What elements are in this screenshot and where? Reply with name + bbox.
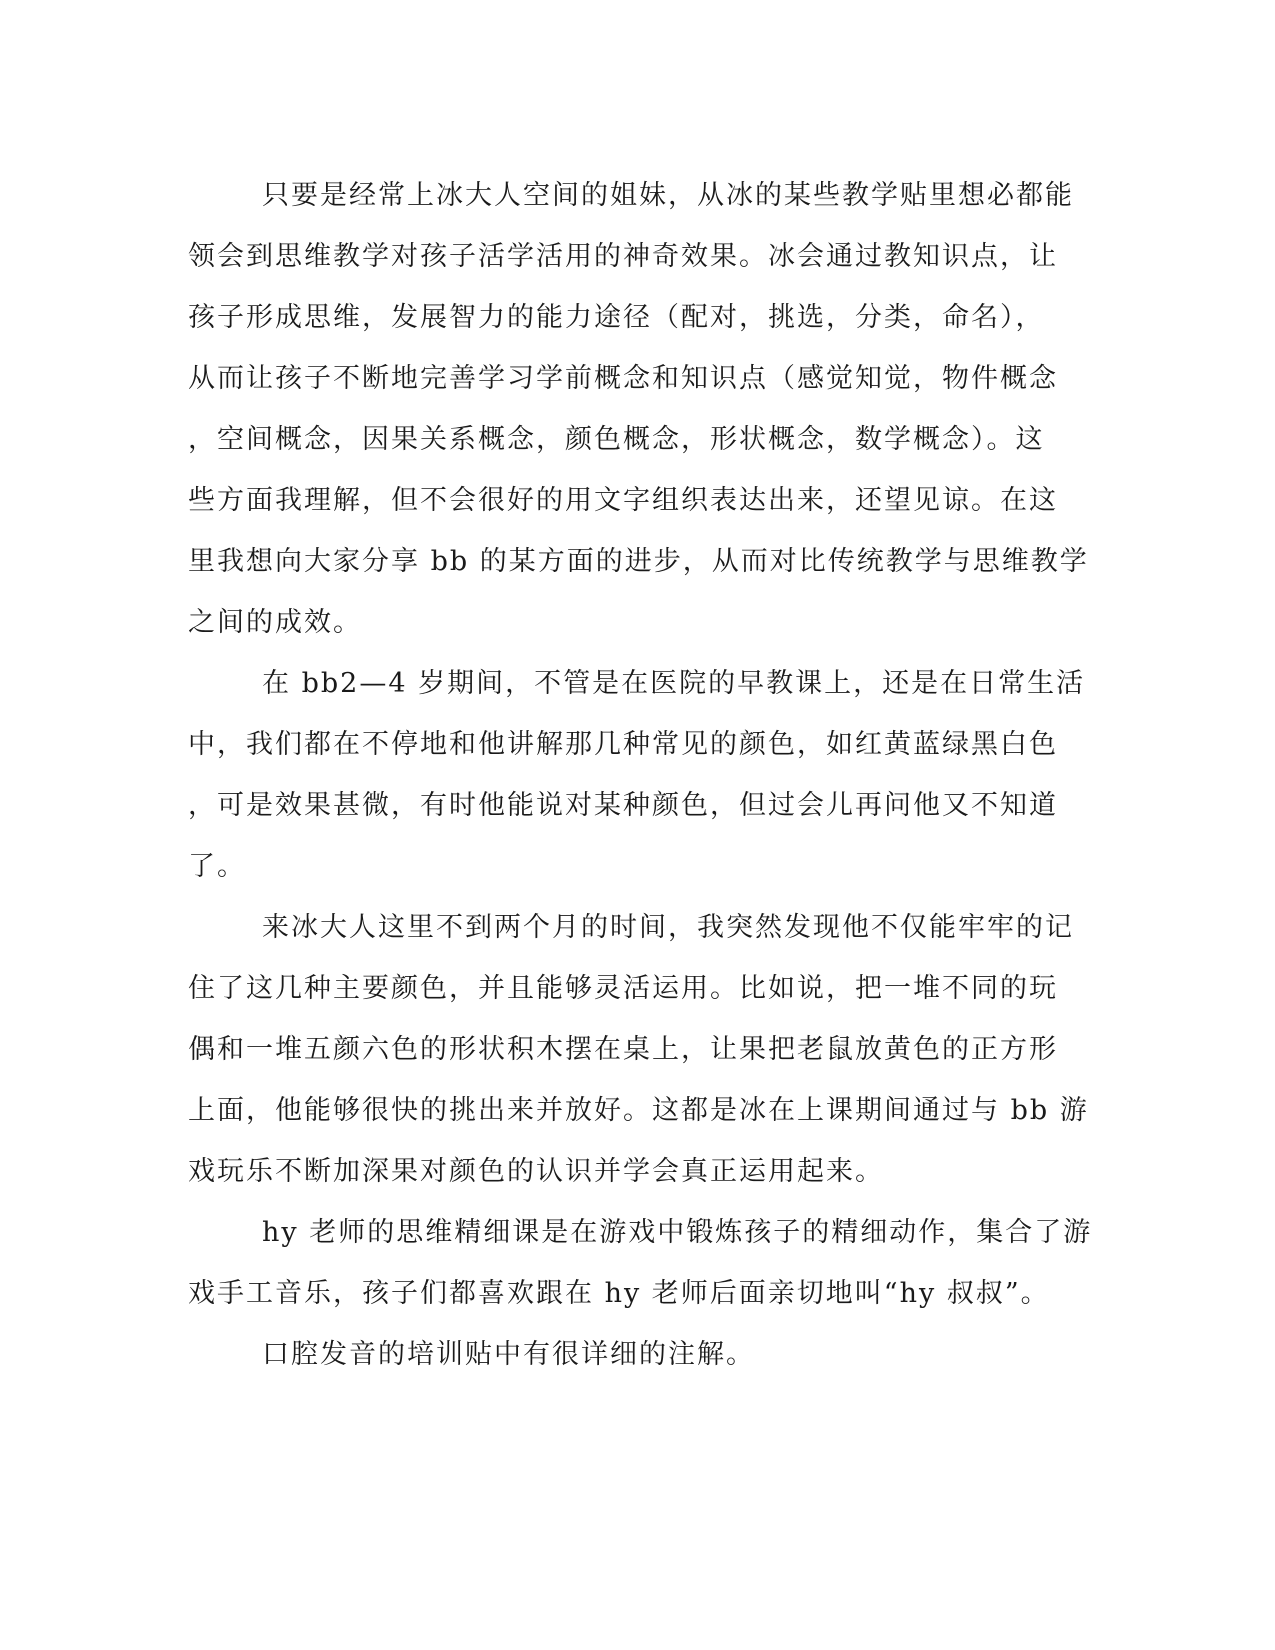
document-body <box>188 165 1093 1385</box>
paragraph-line: ，空间概念，因果关系概念，颜色概念，形状概念，数学概念）。这 <box>188 424 1045 455</box>
paragraph-line: 从而让孩子不断地完善学习学前概念和知识点（感觉知觉，物件概念 <box>188 363 1058 394</box>
paragraph-5 <box>188 1324 1088 1385</box>
paragraph-line: 孩子形成思维，发展智力的能力途径（配对，挑选，分类，命名）， <box>188 302 1045 333</box>
paragraph-2 <box>188 653 1088 897</box>
paragraph-line: 里我想向大家分享 bb 的某方面的进步，从而对比传统教学与思维教学 <box>188 546 1089 577</box>
paragraph-line: 上面，他能够很快的挑出来并放好。这都是冰在上课期间通过与 bb 游 <box>188 1095 1089 1126</box>
paragraph-line: 在 bb2—4 岁期间，不管是在医院的早教课上，还是在日常生活 <box>262 668 1086 699</box>
paragraph-line: 住了这几种主要颜色，并且能够灵活运用。比如说，把一堆不同的玩 <box>188 973 1058 1004</box>
paragraph-3 <box>188 897 1088 1202</box>
paragraph-line: 来冰大人这里不到两个月的时间，我突然发现他不仅能牢牢的记 <box>262 912 1074 943</box>
paragraph-4 <box>188 1202 1093 1324</box>
paragraph-line: 偶和一堆五颜六色的形状积木摆在桌上，让果把老鼠放黄色的正方形 <box>188 1034 1058 1065</box>
paragraph-line: 只要是经常上冰大人空间的姐妹，从冰的某些教学贴里想必都能 <box>262 180 1074 211</box>
paragraph-line: hy 老师的思维精细课是在游戏中锻炼孩子的精细动作，集合了游 <box>262 1217 1093 1248</box>
paragraph-line: 之间的成效。 <box>188 607 362 638</box>
paragraph-line: 戏玩乐不断加深果对颜色的认识并学会真正运用起来。 <box>188 1156 884 1187</box>
paragraph-line: 领会到思维教学对孩子活学活用的神奇效果。冰会通过教知识点，让 <box>188 241 1058 272</box>
paragraph-line: 中，我们都在不停地和他讲解那几种常见的颜色，如红黄蓝绿黑白色 <box>188 729 1058 760</box>
paragraph-line: 了。 <box>188 851 246 882</box>
paragraph-line: 口腔发音的培训贴中有很详细的注解。 <box>262 1339 755 1370</box>
paragraph-line: 戏手工音乐，孩子们都喜欢跟在 hy 老师后面亲切地叫“hy 叔叔”。 <box>188 1278 1050 1309</box>
paragraph-line: ，可是效果甚微，有时他能说对某种颜色，但过会儿再问他又不知道 <box>188 790 1058 821</box>
paragraph-1 <box>188 165 1088 653</box>
paragraph-line: 些方面我理解，但不会很好的用文字组织表达出来，还望见谅。在这 <box>188 485 1058 516</box>
